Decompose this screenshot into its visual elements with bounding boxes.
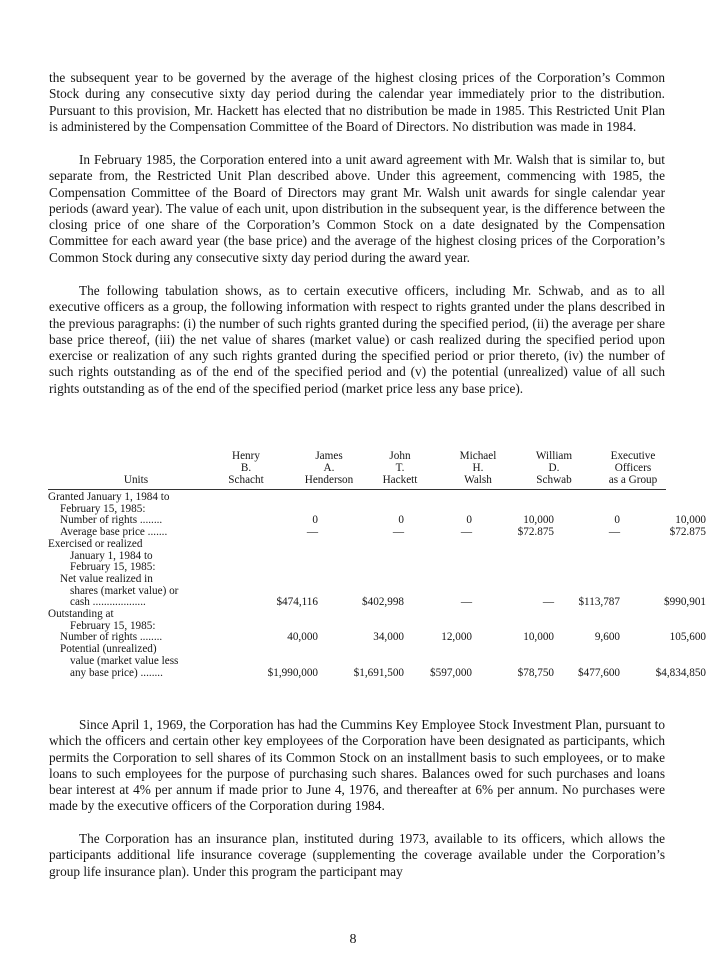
table-row-number-of-rights-outstanding: Number of rights ........ 40,000 34,000 12,000 10,000 9,600 105,600 bbox=[60, 631, 706, 644]
col-header-exec-group: Executive Officers as a Group bbox=[608, 450, 658, 486]
col-header-schacht: Henry B. Schacht bbox=[228, 450, 264, 486]
table-row: Outstanding at bbox=[48, 608, 114, 621]
page-number: 8 bbox=[349, 932, 357, 947]
table-row: February 15, 1985: bbox=[70, 561, 156, 574]
table-row: Potential (unrealized) bbox=[60, 643, 157, 656]
table-row: Net value realized in bbox=[60, 572, 153, 585]
paragraph-walsh-unit-award: In February 1985, the Corporation entered into a unit award agreement with Mr. Walsh that is similar to, but separate from, the Restricted Unit Plan described above. Under this agreement, commencing with 1985, the Compensation Committee of the Board of Directors may grant Mr. Walsh unit awards for single calendar year periods (award year). The value of each unit, upon distribution in the subsequent year, is the difference between the closing price of one share of the Corporation’s Common Stock on a date designated by the Compensation Committee for each award year (the base price) and the average of the highest closing prices of the Corporation’s Common Stock during any consecutive sixty day period during the award year. bbox=[49, 152, 665, 265]
header-rule bbox=[48, 489, 666, 490]
table-row: February 15, 1985: bbox=[70, 619, 156, 632]
table-row-potential-value: any base price) ........ $1,990,000 $1,691,500 $597,000 $78,750 $477,600 $4,834,850 bbox=[70, 666, 706, 679]
paragraph-restricted-unit-plan: the subsequent year to be governed by the average of the highest closing prices of the Corporation’s Common Stock during any consecutive sixty day period during the calendar year immediately prior to the distribution. Pursuant to this provision, Mr. Hackett has elected that no distribution be made in 1985. This Restricted Unit Plan is administered by the Compensation Committee of the Board of Directors. No distribution was made in 1984. bbox=[49, 70, 665, 134]
table-row-number-of-rights-granted: Number of rights ........ 0 0 0 10,000 0 10,000 bbox=[60, 514, 706, 527]
units-header: Units bbox=[123, 474, 149, 486]
table-header bbox=[48, 451, 664, 489]
paragraph-stock-investment-plan: Since April 1, 1969, the Corporation has had the Cummins Key Employee Stock Investment Plan, pursuant to which the officers and certain other key employees of the Corporation have been designated as participants, which permits the Corporation to sell shares of its Common Stock on an installment basis to such employees, or to make loans to such employees for the purpose of purchasing such shares. Balances owed for such purchases and loans bear interest at 4% per annum if made prior to June 4, 1976, and thereafter at 6% per annum. No purchases were made by the executive officers of the Corporation during 1984. bbox=[49, 717, 665, 814]
table-row: Exercised or realized bbox=[48, 537, 143, 550]
col-header-walsh: Michael H. Walsh bbox=[459, 450, 497, 486]
paragraph-tabulation-intro: The following tabulation shows, as to certain executive officers, including Mr. Schwab, and as to all executive officers as a group, the following information with respect to rights granted under the plans described in the previous paragraphs: (i) the number of such rights granted during the specified period, (ii) the average per share base price thereof, (iii) the net value of shares (market value) or cash realized during the specified period upon exercise or realization of any such rights granted during the specified period or prior thereto, (iv) the number of such rights outstanding as of the end of the specified period and (v) the potential (unrealized) value of all such rights outstanding as of the end of the specified period (market price less any base price). bbox=[49, 283, 665, 396]
col-header-henderson: James A. Henderson bbox=[304, 450, 354, 486]
col-header-schwab: William D. Schwab bbox=[535, 450, 573, 486]
table-row-average-base-price: Average base price ....... — — — $72.875 — $72.875 bbox=[60, 526, 706, 539]
col-header-hackett: John T. Hackett bbox=[382, 450, 418, 486]
rights-table bbox=[48, 450, 706, 679]
table-row: value (market value less bbox=[70, 654, 179, 667]
table-row-net-value-realized: cash ................... $474,116 $402,998 — — $113,787 $990,901 bbox=[70, 596, 706, 609]
table-row: Granted January 1, 1984 to bbox=[48, 491, 170, 503]
table-row: February 15, 1985: bbox=[60, 502, 146, 515]
paragraph-insurance-plan: The Corporation has an insurance plan, instituted during 1973, available to its officers, which allows the participants additional life insurance coverage (supplementing the coverage available under the Corporation’s group life insurance plan). Under this program the participant may bbox=[49, 831, 665, 879]
table-row: shares (market value) or bbox=[70, 584, 179, 597]
table-row: January 1, 1984 to bbox=[70, 549, 153, 562]
